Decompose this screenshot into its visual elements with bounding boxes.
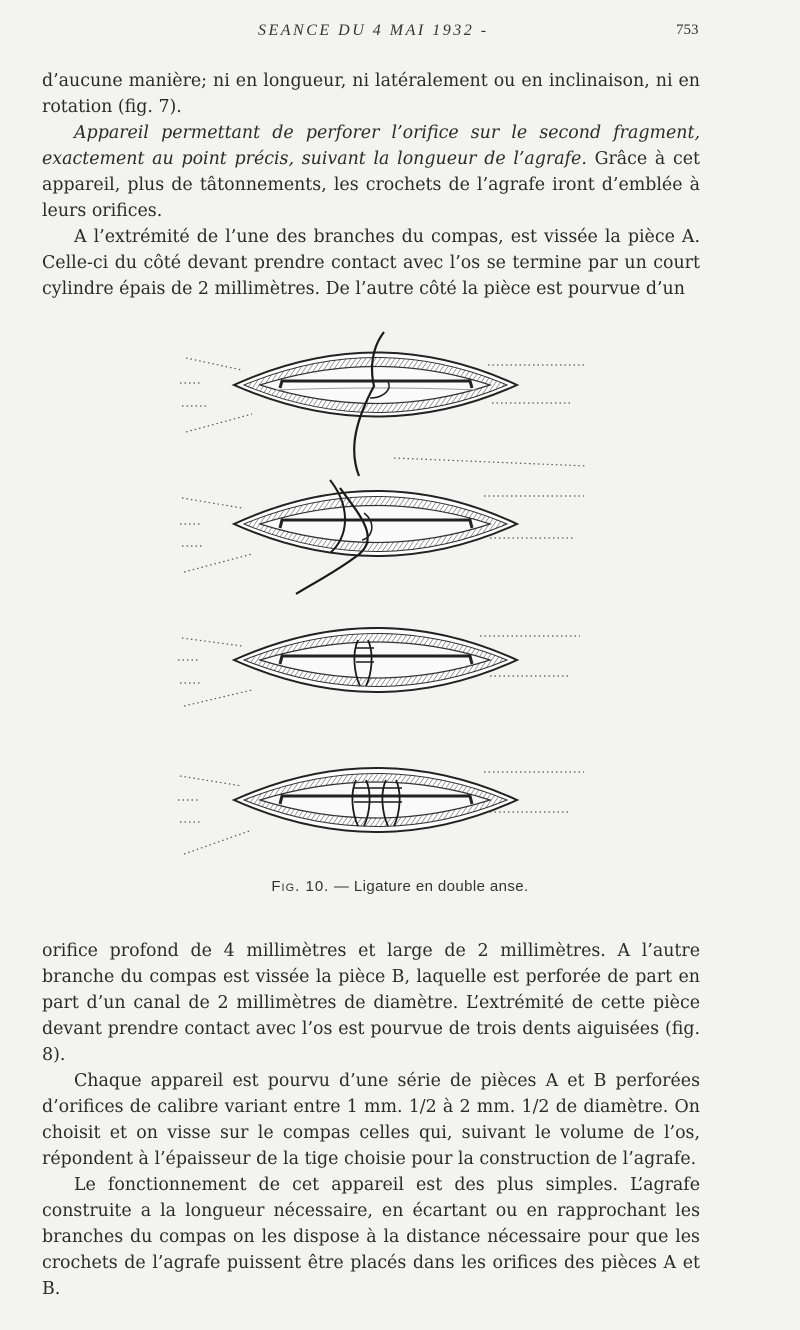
paragraph: Le fonctionnement de cet appareil est des plus simples. L’agrafe construite a la longueur nécessaire, en écartant ou en rapprochant les branches du compas on les dispose à la distance nécessaire pour que les crochets de l’agrafe puissent être placés dans les orifices des pièces A et B.: [42, 1175, 700, 1299]
text-block-top: [42, 68, 700, 302]
ligature-step-1: [180, 332, 587, 476]
italic-heading: Appareil permettant de perforer l’orifice sur le second fragment, exactement au point précis, suivant la longueur de l’agrafe.: [42, 123, 700, 169]
paragraph: Chaque appareil est pourvu d’une série de pièces A et B perforées d’orifices de calibre variant entre 1 mm. 1/2 à 2 mm. 1/2 de diamètre. On choisit et on visse sur le compas celles qui, suivant le volume de l’os, répondent à l’épaisseur de la tige choisie pour la construction de l’agrafe.: [42, 1071, 700, 1169]
running-head: SEANCE DU 4 MAI 1932 -: [258, 22, 489, 39]
figure-label: Fig. 10.: [271, 878, 330, 895]
figure-caption: [0, 878, 800, 895]
page-number: 753: [676, 22, 699, 38]
paragraph: A l’extrémité de l’une des branches du compas, est vissée la pièce A. Celle-ci du côté devant prendre contact avec l’os se termine par un court cylindre épais de 2 millimètres. De l’autre côté la pièce est pourvue d’un: [42, 227, 700, 299]
paragraph: orifice profond de 4 millimètres et large de 2 millimètres. A l’autre branche du compas est vissée la pièce B, laquelle est perforée de part en part d’un canal de 2 millimètres de diamètre. L’extrémité de cette pièce devant prendre contact avec l’os est pourvue de trois dents aiguisées (fig. 8).: [42, 941, 700, 1065]
figure-ligature-illustration: [172, 328, 602, 868]
text-block-bottom: [42, 938, 700, 1302]
page-header: [0, 22, 800, 46]
paragraph: d’aucune manière; ni en longueur, ni latéralement ou en inclinaison, ni en rotation (fig. 7).: [42, 71, 700, 117]
paragraph: [42, 120, 700, 224]
paragraph-text: Grâce à cet appareil, plus de tâtonnements, les crochets de l’agrafe iront d’emblée à leurs orifices.: [42, 149, 700, 221]
ligature-step-2: [180, 480, 584, 594]
figure-caption-text: — Ligature en double anse.: [333, 878, 529, 895]
ligature-step-4: [178, 768, 584, 854]
ligature-step-3: [178, 628, 580, 706]
